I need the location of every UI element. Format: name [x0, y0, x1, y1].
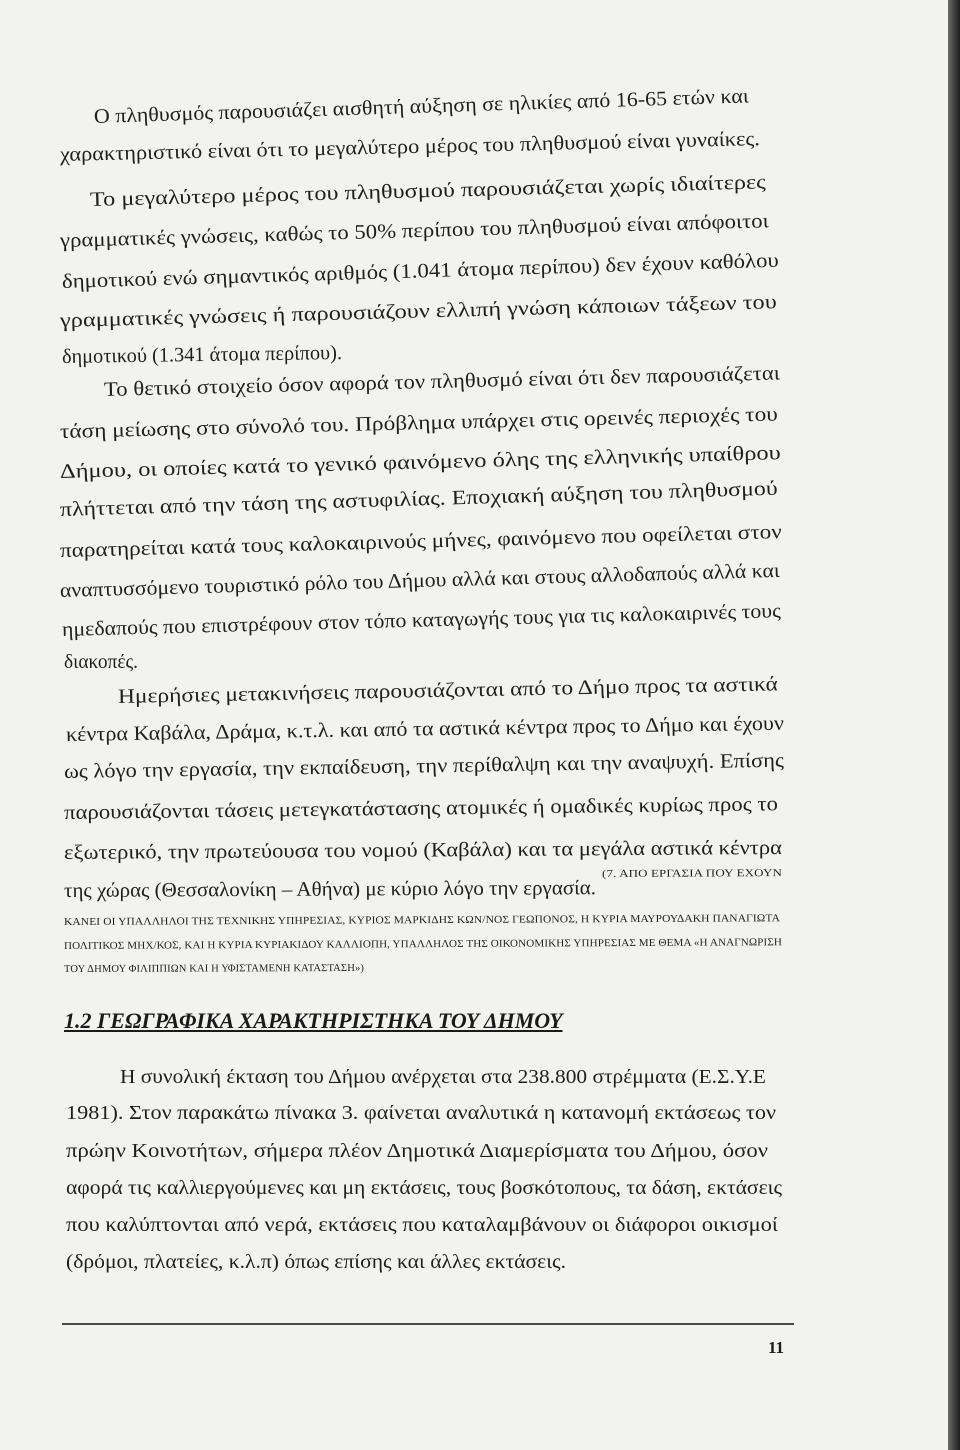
text-line: δημοτικού (1.341 άτομα περίπου).: [61, 342, 343, 368]
text-line: κέντρα Καβάλα, Δράμα, κ.τ.λ. και από τα αστικά κέντρα προς το Δήμο και έχουν: [65, 712, 785, 746]
text-line: γραμματικές γνώσεις, καθώς το 50% περίπου του πληθυσμού είναι απόφοιτοι: [59, 210, 770, 252]
text-line: Η συνολική έκταση του Δήμου ανέρχεται στα 238.800 στρέμματα (Ε.Σ.Υ.Ε: [120, 1066, 766, 1088]
text-line: που καλύπτονται από νερά, εκτάσεις που καταλαμβάνουν οι διάφοροι οικισμοί: [66, 1214, 778, 1236]
text-line: (δρόμοι, πλατείες, κ.λ.π) όπως επίσης και άλλες εκτάσεις.: [66, 1251, 566, 1273]
text-line: ημεδαπούς που επιστρέφουν στον τόπο καταγωγής τους για τις καλοκαιρινές τους: [61, 600, 782, 641]
scan-edge: [948, 0, 960, 1450]
text-line: Δήμου, οι οποίες κατά το γενικό φαινόμενο όλης της ελληνικής υπαίθρου: [59, 442, 782, 483]
text-line: της χώρας (Θεσσαλονίκη – Αθήνα) με κύριο λόγο την εργασία.: [63, 877, 597, 902]
text-line: γραμματικές γνώσεις ή παρουσιάζουν ελλιπή γνώση κάποιων τάξεων του: [59, 291, 778, 332]
footnote-line: ΠΟΛΙΤΙΚΟΣ ΜΗΧ/ΚΟΣ, ΚΑΙ Η ΚΥΡΙΑ ΚΥΡΙΑΚΙΔΟΥ ΚΑΛΛΙΟΠΗ, ΥΠΑΛΛΗΛΟΣ ΤΗΣ ΟΙΚΟΝΟΜΙΚΗΣ ΥΠΗΡΕΣΙΑΣ ΜΕ ΘΕΜΑ «Η ΑΝΑΓΝΩΡΙΣΗ: [63, 937, 783, 952]
text-line: τάση μείωσης στο σύνολό του. Πρόβλημα υπάρχει στις ορεινές περιοχές του: [59, 403, 779, 443]
text-line: αναπτυσσόμενο τουριστικό ρόλο του Δήμου αλλά και στους αλλοδαπούς αλλά και: [59, 559, 781, 602]
text-line: Το μεγαλύτερο μέρος του πληθυσμού παρουσιάζεται χωρίς ιδιαίτερες: [89, 171, 767, 211]
text-line: διακοπές.: [64, 651, 138, 673]
text-line: Ημερήσιες μετακινήσεις παρουσιάζονται από το Δήμο προς τα αστικά: [117, 673, 779, 708]
text-line: πρώην Κοινοτήτων, σήμερα πλέον Δημοτικά Διαμερίσματα του Δήμου, όσον: [66, 1140, 768, 1162]
text-line: παρουσιάζονται τάσεις μετεγκατάστασης ατομικές ή ομαδικές κυρίως προς το: [63, 793, 779, 824]
text-line: εξωτερικό, την πρωτεύουσα του νομού (Καβάλα) και τα μεγάλα αστικά κέντρα: [63, 836, 783, 864]
text-line: δημοτικού ενώ σημαντικός αριθμός (1.041 άτομα περίπου) δεν έχουν καθόλου: [61, 249, 780, 293]
text-line: ως λόγο την εργασία, την εκπαίδευση, την περίθαλψη και την αναψυχή. Επίσης: [63, 749, 785, 783]
text-line: Το θετικό στοιχείο όσον αφορά τον πληθυσμό είναι ότι δεν παρουσιάζεται: [103, 362, 781, 401]
page-number: 11: [768, 1338, 785, 1357]
text-line: χαρακτηριστικό είναι ότι το μεγαλύτερο μέρος του πληθυσμού είναι γυναίκες.: [59, 128, 761, 166]
section-heading: 1.2 ΓΕΩΓΡΑΦΙΚΑ ΧΑΡΑΚΤΗΡΙΣΤΗΚΑ ΤΟΥ ΔΗΜΟΥ: [64, 1008, 563, 1033]
footer-rule: [62, 1323, 794, 1325]
text-line: πλήττεται από την τάση της αστυφιλίας. Εποχιακή αύξηση του πληθυσμού: [59, 477, 779, 521]
footnote-line: ΚΑΝΕΙ ΟΙ ΥΠΑΛΛΗΛΟΙ ΤΗΣ ΤΕΧΝΙΚΗΣ ΥΠΗΡΕΣΙΑΣ, ΚΥΡΙΟΣ ΜΑΡΚΙΔΗΣ ΚΩΝ/ΝΟΣ ΓΕΩΠΟΝΟΣ, Η ΚΥΡΙΑ ΜΑΥΡΟΥΔΑΚΗ ΠΑΝΑΓΙΩΤΑ: [63, 913, 781, 928]
footnote-line: ΤΟΥ ΔΗΜΟΥ ΦΙΛΙΠΠΙΩΝ ΚΑΙ Η ΥΦΙΣΤΑΜΕΝΗ ΚΑΤΑΣΤΑΣΗ»): [63, 962, 365, 975]
footnote-start: (7. ΑΠΟ ΕΡΓΑΣΙΑ ΠΟΥ ΕΧΟΥΝ: [601, 868, 783, 880]
text-line: παρατηρείται κατά τους καλοκαιρινούς μήνες, φαινόμενο που οφείλεται στον: [59, 521, 783, 562]
text-line: Ο πληθυσμός παρουσιάζει αισθητή αύξηση σε ηλικίες από 16-65 ετών και: [93, 85, 750, 128]
text-line: 1981). Στον παρακάτω πίνακα 3. φαίνεται αναλυτικά η κατανομή εκτάσεως τον: [66, 1102, 776, 1124]
text-line: αφορά τις καλλιεργούμενες και μη εκτάσεις, τους βοσκότοπους, τα δάση, εκτάσεις: [66, 1177, 782, 1199]
